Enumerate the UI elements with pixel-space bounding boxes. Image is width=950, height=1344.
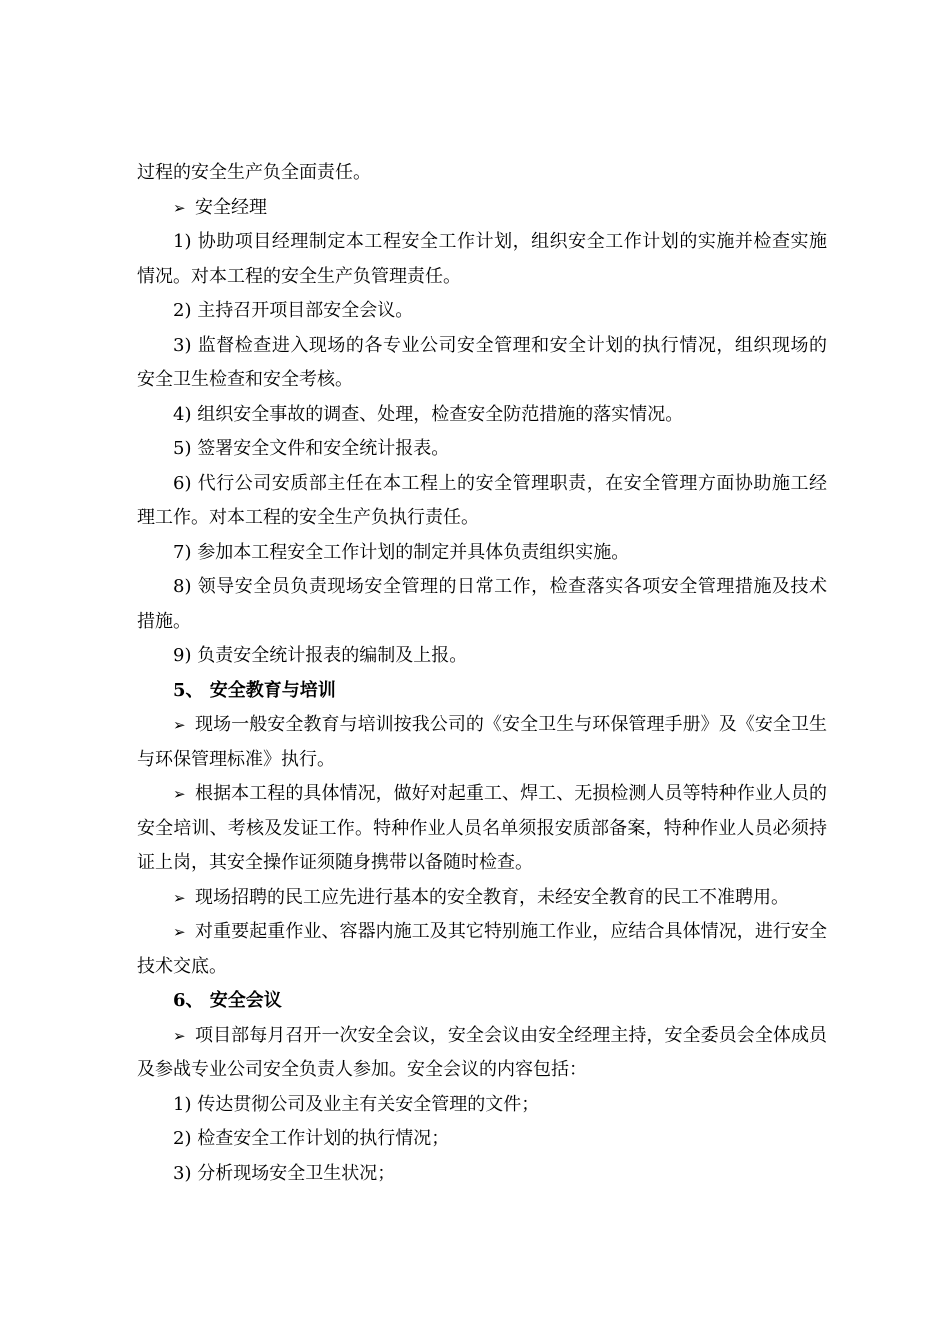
list-item: 3) 分析现场安全卫生状况；: [173, 1162, 396, 1184]
arrow-bullet-icon: ➢: [173, 716, 186, 734]
list-item: 6) 代行公司安质部主任在本工程上的安全管理职责，在安全管理方面协助施工经理工作。对本工程的安全生产负执行责任。: [137, 472, 827, 528]
list-item: 4) 组织安全事故的调查、处理，检查安全防范措施的落实情况。: [173, 403, 684, 425]
arrow-bullet-icon: ➢: [173, 888, 186, 907]
paragraph-continuation: 过程的安全生产负全面责任。: [137, 162, 371, 183]
list-item: 1) 协助项目经理制定本工程安全工作计划，组织安全工作计划的实施并检查实施情况。对本工程的安全生产负管理责任。: [137, 231, 827, 287]
bullet-text: 安全经理: [195, 196, 267, 218]
bullet-text: 现场一般安全教育与培训按我公司的《安全卫生与环保管理手册》及《安全卫生与环保管理标准》执行。: [137, 714, 827, 770]
list-item: 7) 参加本工程安全工作计划的制定并具体负责组织实施。: [173, 541, 630, 563]
bullet-text: 现场招聘的民工应先进行基本的安全教育，未经安全教育的民工不准聘用。: [195, 886, 789, 908]
document-body: [137, 156, 827, 1191]
bullet-item-safety-manager: [137, 191, 827, 226]
arrow-bullet-icon: ➢: [173, 1026, 186, 1045]
bullet-item: [137, 708, 827, 777]
list-item: 8) 领导安全员负责现场安全管理的日常工作，检查落实各项安全管理措施及技术措施。: [137, 576, 827, 632]
arrow-bullet-icon: ➢: [173, 198, 186, 217]
bullet-item: [137, 1019, 827, 1088]
arrow-bullet-icon: ➢: [173, 923, 186, 941]
list-item: 9) 负责安全统计报表的编制及上报。: [173, 645, 468, 666]
list-item: 1) 传达贯彻公司及业主有关安全管理的文件；: [173, 1093, 540, 1115]
bullet-text: 项目部每月召开一次安全会议，安全会议由安全经理主持，安全委员会全体成员及参战专业公司安全负责人参加。安全会议的内容包括：: [137, 1024, 827, 1080]
section-heading-6: 6、 安全会议: [173, 990, 282, 1011]
arrow-bullet-icon: ➢: [173, 785, 186, 803]
list-item: 3) 监督检查进入现场的各专业公司安全管理和安全计划的执行情况，组织现场的安全卫生检查和安全考核。: [137, 334, 827, 390]
bullet-text: 对重要起重作业、容器内施工及其它特别施工作业，应结合具体情况，进行安全技术交底。: [137, 921, 827, 977]
list-item: 5) 签署安全文件和安全统计报表。: [173, 438, 450, 459]
list-item: 2) 检查安全工作计划的执行情况；: [173, 1128, 450, 1149]
bullet-item: [137, 777, 827, 881]
bullet-item: [137, 881, 827, 916]
bullet-text: 根据本工程的具体情况，做好对起重工、焊工、无损检测人员等特种作业人员的安全培训、考核及发证工作。特种作业人员名单须报安质部备案，特种作业人员必须持证上岗，其安全操作证须随身携带以备随时检查。: [137, 783, 827, 873]
section-heading-5: 5、 安全教育与培训: [173, 679, 336, 701]
bullet-item: [137, 915, 827, 984]
list-item: 2) 主持召开项目部安全会议。: [173, 300, 414, 321]
